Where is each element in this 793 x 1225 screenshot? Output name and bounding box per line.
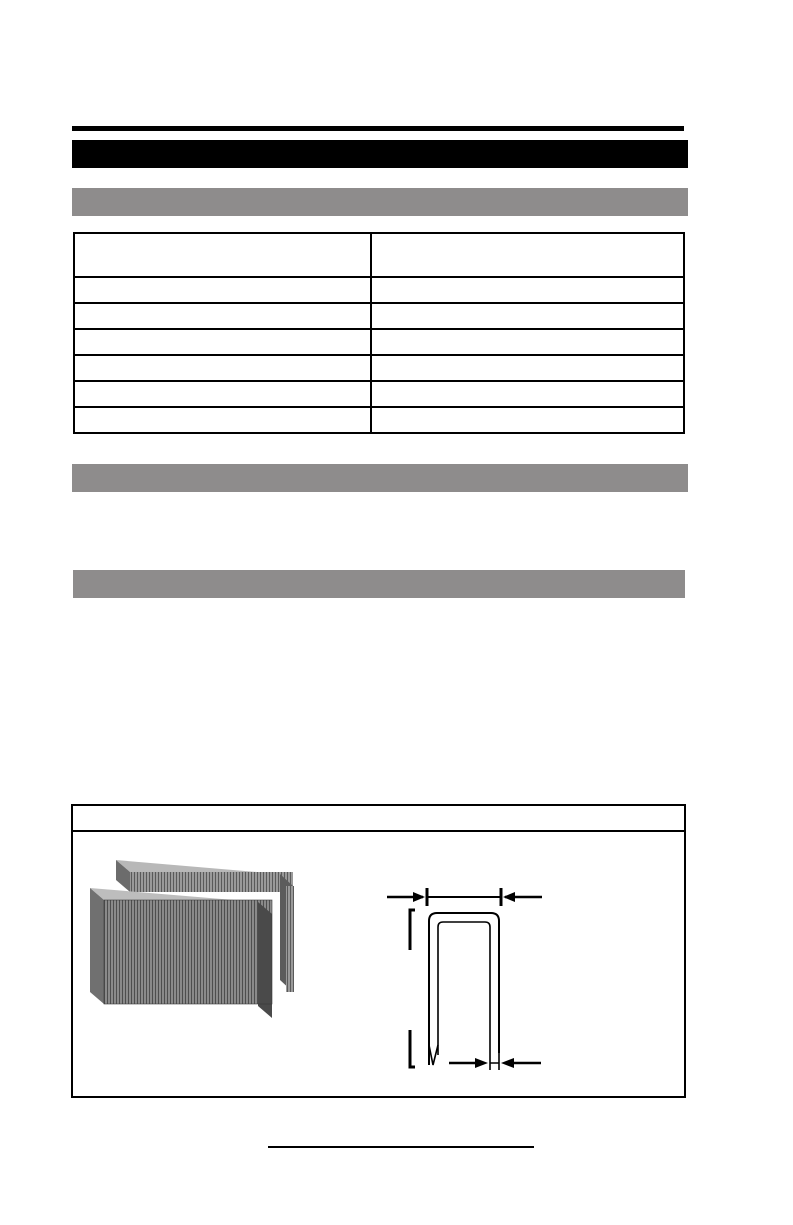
spec-cell bbox=[371, 329, 684, 355]
title-bar bbox=[72, 140, 688, 168]
spec-cell bbox=[74, 277, 371, 303]
spec-table-header-row bbox=[74, 233, 684, 277]
spec-table-row bbox=[74, 303, 684, 329]
spec-cell bbox=[74, 303, 371, 329]
spec-table bbox=[73, 232, 685, 434]
figure-header bbox=[71, 804, 686, 832]
spec-header-cell bbox=[371, 233, 684, 277]
spec-cell bbox=[74, 407, 371, 433]
spec-table-row bbox=[74, 381, 684, 407]
spec-cell bbox=[371, 277, 684, 303]
top-rule bbox=[72, 126, 684, 131]
spec-cell bbox=[74, 329, 371, 355]
spec-cell bbox=[74, 381, 371, 407]
spec-cell bbox=[371, 381, 684, 407]
spec-cell bbox=[74, 355, 371, 381]
staple-dimension-diagram bbox=[385, 885, 545, 1075]
bottom-rule bbox=[268, 1146, 534, 1148]
staple-strips-image bbox=[80, 852, 305, 1022]
spec-table-row bbox=[74, 277, 684, 303]
spec-header-cell bbox=[74, 233, 371, 277]
spec-cell bbox=[371, 355, 684, 381]
section-bar-second bbox=[72, 464, 688, 492]
spec-table-row bbox=[74, 407, 684, 433]
section-bar-specifications bbox=[72, 188, 688, 216]
section-bar-third bbox=[73, 570, 685, 598]
spec-cell bbox=[371, 303, 684, 329]
spec-table-row bbox=[74, 355, 684, 381]
spec-table-row bbox=[74, 329, 684, 355]
spec-cell bbox=[371, 407, 684, 433]
